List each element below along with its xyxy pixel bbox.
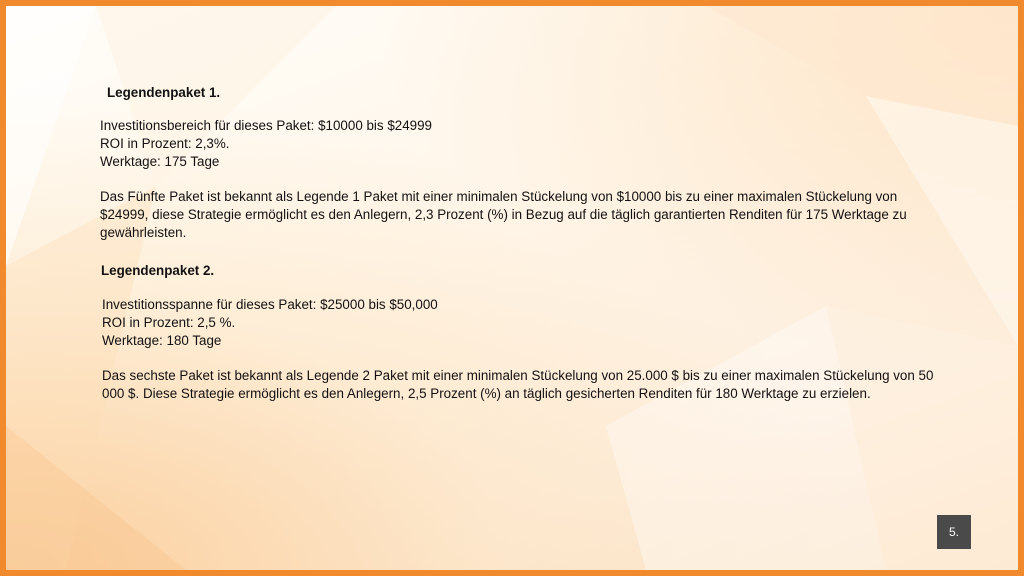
section2-roi: ROI in Prozent: 2,5 %.: [102, 315, 236, 330]
section2-description: Das sechste Paket ist bekannt als Legende 2 Paket mit einer minimalen Stückelung von 25.000 $ bis zu einer maximalen Stückelung von 50 000 $. Diese Strategie ermöglicht es den Anlegern, 2,5 Prozent (%) an täglich gesicherten Renditen für 180 Werktage zu erzielen.: [102, 368, 934, 401]
section1-roi: ROI in Prozent: 2,3%.: [100, 136, 230, 151]
section2-workdays: Werktage: 180 Tage: [102, 333, 222, 348]
section1-details: [100, 117, 940, 171]
page-number-badge: 5.: [937, 515, 971, 549]
section2-investment-range: Investitionsspanne für dieses Paket: $25000 bis $50,000: [102, 297, 438, 312]
section1-investment-range: Investitionsbereich für dieses Paket: $10000 bis $24999: [100, 118, 433, 133]
section1-heading: Legendenpaket 1.: [107, 85, 221, 100]
section2-heading: Legendenpaket 2.: [101, 263, 215, 278]
slide-content: [100, 84, 940, 403]
section1-workdays: Werktage: 175 Tage: [100, 154, 220, 169]
section2-details: [102, 296, 940, 350]
section1-description: Das Fünfte Paket ist bekannt als Legende 1 Paket mit einer minimalen Stückelung von $10000 bis zu einer maximalen Stückelung von $24999, diese Strategie ermöglicht es den Anlegern, 2,3 Prozent (%) in Bezug auf die täglich garantierten Renditen für 175 Werktage zu gewährleisten.: [100, 189, 907, 240]
